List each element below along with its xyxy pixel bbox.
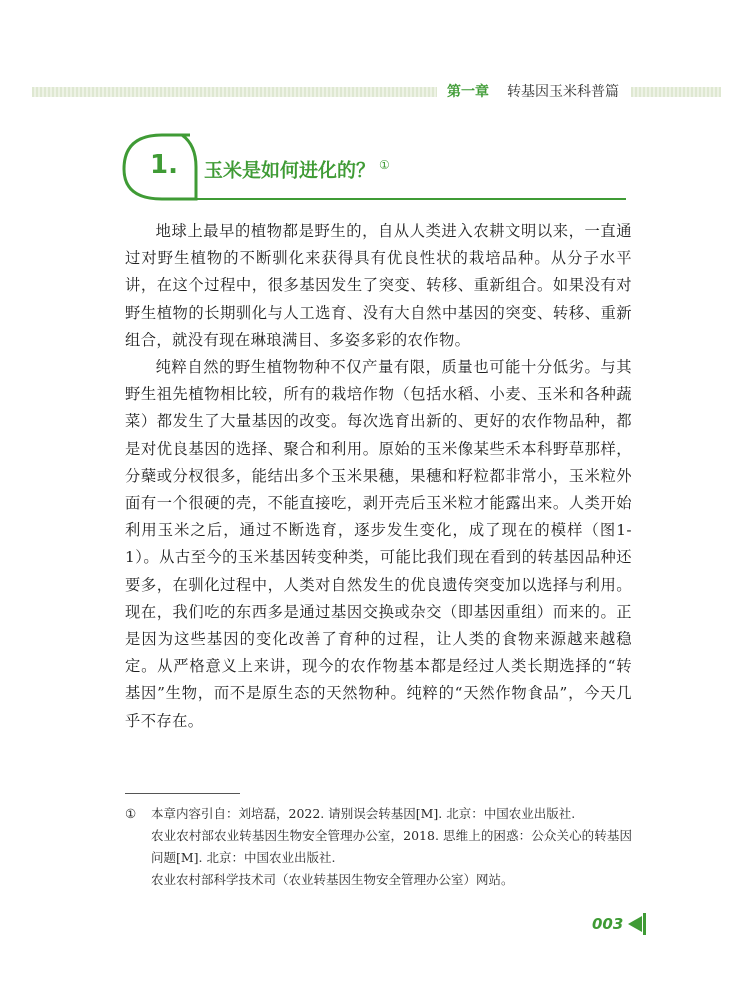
footnote-reference[interactable]: ① <box>379 158 390 172</box>
footnote-line: 农业农村部农业转基因生物安全管理办公室，2018. 思维上的困惑：公众关心的转基因问题[M]. 北京：中国农业出版社. <box>151 828 632 865</box>
footnote-line: 农业农村部科学技术司（农业转基因生物安全管理办公室）网站。 <box>151 872 514 887</box>
section-heading <box>120 133 632 203</box>
section-number: 1. <box>150 150 178 180</box>
header-stripe-right <box>631 87 721 97</box>
footnote-body <box>151 803 632 891</box>
paragraph-2: 纯粹自然的野生植物物种不仅产量有限，质量也可能十分低劣。与其野生祖先植物相比较，所有的栽培作物（包括水稻、小麦、玉米和各种蔬菜）都发生了大量基因的改变。每次选育出新的、更好的农作物品种，都是对优良基因的选择、聚合和利用。原始的玉米像某些禾本科野草那样，分蘖或分杈很多，能结出多个玉米果穗，果穗和籽粒都非常小，玉米粒外面有一个很硬的壳，不能直接吃，剥开壳后玉米粒才能露出来。人类开始利用玉米之后，通过不断选育，逐步发生变化，成了现在的模样（图1-1）。从古至今的玉米基因转变种类，可能比我们现在看到的转基因品种还要多，在驯化过程中，人类对自然发生的优良遗传突变加以选择与利用。现在，我们吃的东西多是通过基因交换或杂交（即基因重组）而来的。正是因为这些基因的变化改善了育种的过程，让人类的食物来源越来越稳定。从严格意义上来讲，现今的农作物基本都是经过人类长期选择的“转基因”生物，而不是原生态的天然物种。纯粹的“天然作物食品”，今天几乎不存在。 <box>125 358 632 730</box>
page-arrow-bar <box>643 913 646 935</box>
page-arrow-icon <box>628 916 642 932</box>
chapter-title: 转基因玉米科普篇 <box>507 84 619 100</box>
footnote <box>125 803 632 891</box>
footnote-line: 本章内容引自：刘培磊，2022. 请别误会转基因[M]. 北京：中国农业出版社. <box>151 806 576 821</box>
section-title <box>204 151 390 184</box>
page-number: 003 <box>592 915 624 933</box>
header-stripe-left <box>32 87 437 97</box>
body-text <box>125 218 632 735</box>
running-header <box>0 82 750 104</box>
section-title-text: 玉米是如何进化的？ <box>204 159 376 182</box>
footnote-divider <box>125 793 240 794</box>
chapter-label: 第一章 <box>447 84 489 100</box>
paragraph-1: 地球上最早的植物都是野生的，自从人类进入农耕文明以来，一直通过对野生植物的不断驯化来获得具有优良性状的栽培品种。从分子水平讲，在这个过程中，很多基因发生了突变、转移、重新组合。如果没有对野生植物的长期驯化与人工选育、没有大自然中基因的突变、转移、重新组合，就没有现在琳琅满目、多姿多彩的农作物。 <box>125 222 632 349</box>
footnote-mark: ① <box>125 806 137 821</box>
